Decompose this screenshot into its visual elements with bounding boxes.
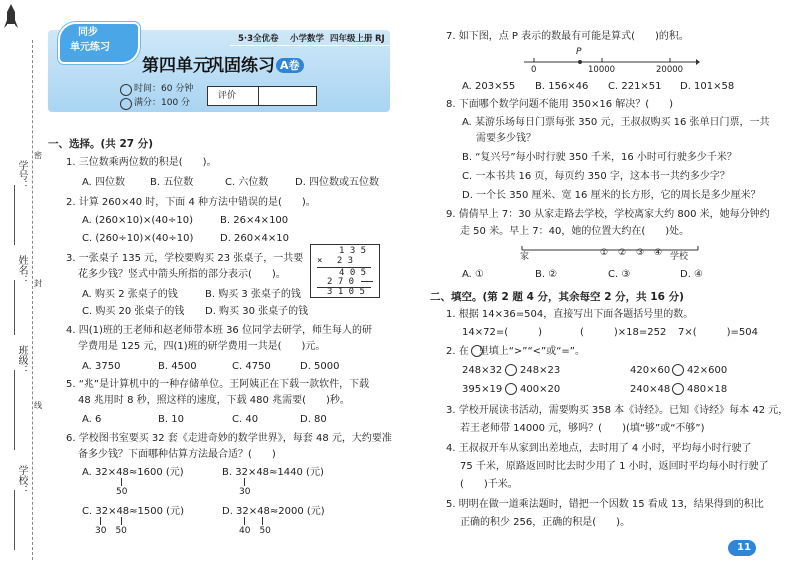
q3-vertical-calc: 1 3 5 × 2 3 4 0 5 2 7 0 3 1 0 5	[310, 244, 380, 298]
q6-option-d[interactable]: D. 32×48≈2000 (元)	[222, 506, 325, 517]
q6-a-estimate: 50	[116, 487, 128, 497]
compare-circle[interactable]	[471, 345, 483, 357]
grade-box[interactable]: 评价	[207, 86, 317, 106]
school-blank[interactable]	[14, 490, 15, 550]
unit-practice-badge: 同步 单元练习	[58, 22, 140, 64]
f4-line3: ( )千米。	[460, 479, 518, 490]
page-title-accent: 巩固练习	[207, 56, 275, 76]
q6-c-estimate: 30 50	[95, 526, 127, 536]
down-arrow-icon	[262, 517, 263, 525]
arrow-icon	[361, 281, 373, 282]
f1-blank-c[interactable]: 7×( )=504	[678, 327, 759, 338]
q8-option-a-line1[interactable]: A. 某游乐场每日门票每张 350 元，王叔叔购买 16 张单日门票，一共	[462, 117, 770, 128]
edition: RJ	[375, 34, 385, 44]
f1-blank-b[interactable]: ( )×18=252	[580, 327, 667, 338]
q2-option-d[interactable]: D. 260×4×10	[220, 233, 289, 244]
page-number: 11	[737, 542, 751, 553]
section-fill-in: 二、填空。(第 2 题 4 分，其余每空 2 分，共 16 分)	[430, 291, 684, 303]
q2-stem: 2. 计算 260×40 时，下面 4 种方法中错误的是( )。	[66, 197, 316, 208]
q8-option-d[interactable]: D. 一个长 350 厘米、宽 16 厘米的长方形，它的周长是多少厘米？	[462, 190, 761, 201]
q7-stem: 7. 如下图，点 P 表示的数最有可能是算式( )的积。	[446, 31, 689, 42]
q6-option-c[interactable]: C. 32×48≈1500 (元)	[82, 506, 184, 517]
q2-option-a[interactable]: A. (260×10)×(40÷10)	[82, 215, 194, 226]
f2-stem: 2. 在 里填上“>”“<”或“=”。	[446, 346, 585, 357]
q7-option-d[interactable]: D. 101×58	[680, 81, 735, 92]
name-label: 姓名：	[16, 255, 27, 285]
name-blank[interactable]	[14, 280, 15, 335]
q5-stem-line1: 5. “兆”是计算机中的一种存储单位。王阿姨正在下载一款软件，下载	[66, 379, 370, 390]
q5-option-d[interactable]: D. 80	[300, 414, 327, 425]
q1-option-b[interactable]: B. 五位数	[150, 177, 194, 188]
q8-option-c[interactable]: C. 一本书共 16 页，每页约 350 字，这本书一共约多少字？	[462, 171, 730, 182]
class-label: 班级：	[16, 345, 27, 375]
q3-option-b[interactable]: B. 购买 3 张桌子的钱	[205, 289, 301, 300]
q3-option-a[interactable]: A. 购买 2 张桌子的钱	[82, 289, 178, 300]
q2-option-c[interactable]: C. (260÷10)×(40÷10)	[82, 233, 194, 244]
page-number-badge	[728, 540, 756, 556]
q1-option-c[interactable]: C. 六位数	[225, 177, 269, 188]
q8-option-a-line2: 需要多少钱？	[476, 133, 536, 144]
compare-circle[interactable]	[505, 364, 517, 376]
down-arrow-icon	[244, 478, 245, 486]
time-limit: 时间：60 分钟	[134, 84, 194, 94]
down-arrow-icon	[100, 517, 101, 525]
q2-option-b[interactable]: B. 26×4×100	[220, 215, 289, 226]
rocket-icon	[4, 4, 18, 34]
f3-line1: 3. 学校开展读书活动，需要购买 358 本《诗经》。已知《诗经》每本 42 元，	[446, 405, 789, 416]
q8-stem: 8. 下面哪个数学问题不能用 350×16 解决？( )	[446, 99, 674, 110]
q4-option-c[interactable]: C. 4750	[232, 361, 271, 372]
q1-option-d[interactable]: D. 四位数或五位数	[295, 177, 380, 188]
q9-option-d[interactable]: D. ④	[680, 269, 704, 280]
q4-option-a[interactable]: A. 3750	[82, 361, 121, 372]
q6-d-estimate: 40 50	[239, 526, 271, 536]
compare-circle[interactable]	[505, 383, 517, 395]
version-tag: A卷	[276, 58, 304, 73]
down-arrow-icon	[244, 517, 245, 525]
q9-stem-line2: 走 50 米。早上 7：40，她的位置大约在( )处。	[460, 226, 690, 237]
student-id-label: 学号：	[16, 160, 27, 190]
clock-icon	[120, 84, 132, 96]
f1-blank-a[interactable]: 14×72=( )	[462, 327, 543, 338]
q7-option-a[interactable]: A. 203×55	[462, 81, 516, 92]
grade: 四年级上册	[330, 34, 373, 44]
q5-option-a[interactable]: A. 6	[82, 414, 102, 425]
f5-line1: 5. 明明在做一道乘法题时，错把一个因数 15 看成 13，结果得到的积比	[446, 499, 764, 510]
q7-option-b[interactable]: B. 156×46	[535, 81, 589, 92]
f4-line1: 4. 王叔叔开车从家到出差地点，去时用了 4 小时，平均每小时行驶了	[446, 443, 752, 454]
seal-char-1: 密	[34, 151, 42, 160]
series-name: 5·3全优卷	[238, 34, 279, 44]
page-title: 第四单元	[142, 56, 210, 76]
q4-stem-line2: 学费用是 125 元，四(1)班的研学费用一共是( )元。	[78, 341, 326, 352]
q1-stem: 1. 三位数乘两位数的积是( )。	[66, 157, 217, 168]
compare-circle[interactable]	[672, 383, 684, 395]
q9-option-c[interactable]: C. ③	[608, 269, 631, 280]
down-arrow-icon	[121, 517, 122, 525]
q7-option-c[interactable]: C. 221×51	[608, 81, 662, 92]
q5-option-b[interactable]: B. 10	[158, 414, 184, 425]
q5-option-c[interactable]: C. 40	[232, 414, 259, 425]
q4-option-d[interactable]: D. 5000	[300, 361, 340, 372]
q3-option-c[interactable]: C. 购买 20 张桌子的钱	[82, 306, 185, 317]
seal-char-2: 封	[34, 279, 42, 288]
q7-number-line: P 0 10000 20000	[520, 48, 700, 74]
compare-circle[interactable]	[672, 364, 684, 376]
f5-line2: 正确的积少 256，正确的积是( )。	[460, 517, 631, 528]
q5-stem-line2: 48 兆用时 8 秒，照这样的速度，下载 480 兆需要( )秒。	[78, 395, 350, 406]
q6-stem-line2: 备多少钱？下面哪种估算方法最合适？( )	[78, 449, 276, 460]
q1-option-a[interactable]: A. 四位数	[82, 177, 126, 188]
full-score: 满分：100 分	[134, 98, 191, 108]
q3-stem-line1: 3. 一张桌子 135 元，学校要购买 23 张桌子，一共要	[66, 253, 304, 264]
f3-line2: 若王老师带 14000 元，够吗？( )(填“够”或“不够”)	[460, 423, 705, 434]
q6-option-a[interactable]: A. 32×48≈1600 (元)	[82, 467, 184, 478]
q3-stem-line2: 花多少钱？竖式中箭头所指的部分表示( )。	[78, 269, 286, 280]
q9-stem-line1: 9. 倩倩早上 7：30 从家走路去学校，学校离家大约 800 米，她每分钟约	[446, 209, 770, 220]
seal-char-3: 线	[34, 401, 42, 410]
q8-option-b[interactable]: B. “复兴号”每小时行驶 350 千米，16 小时可行驶多少千米？	[462, 152, 737, 163]
f4-line2: 75 千米，原路返回时比去时少用了 1 小时，返回时平均每小时行驶了	[460, 461, 769, 472]
f1-stem: 1. 根据 14×36=504，直接写出下面各题括号里的数。	[446, 309, 694, 320]
id-blank[interactable]	[14, 185, 15, 245]
section-multiple-choice: 一、选择。(共 27 分)	[48, 138, 154, 150]
down-arrow-icon	[121, 478, 122, 486]
subject: 小学数学	[290, 34, 325, 44]
star-icon	[120, 98, 132, 110]
school-label: 学校：	[16, 465, 27, 495]
class-blank[interactable]	[14, 370, 15, 450]
q9-route-line: 家 ① ② ③ ④ 学校	[520, 248, 689, 262]
q3-option-d[interactable]: D. 购买 30 张桌子的钱	[205, 306, 309, 317]
q4-option-b[interactable]: B. 4500	[158, 361, 197, 372]
binding-line	[32, 40, 33, 560]
q6-b-estimate: 30	[239, 487, 251, 497]
q6-stem-line1: 6. 学校图书室要买 32 套《走进奇妙的数学世界》，每套 48 元，大约要准	[66, 433, 392, 444]
q9-option-b[interactable]: B. ②	[535, 269, 558, 280]
q6-option-b[interactable]: B. 32×48≈1440 (元)	[222, 467, 324, 478]
q9-option-a[interactable]: A. ①	[462, 269, 484, 280]
q4-stem-line1: 4. 四(1)班的王老师和赵老师带本班 36 位同学去研学，师生每人的研	[66, 325, 372, 336]
